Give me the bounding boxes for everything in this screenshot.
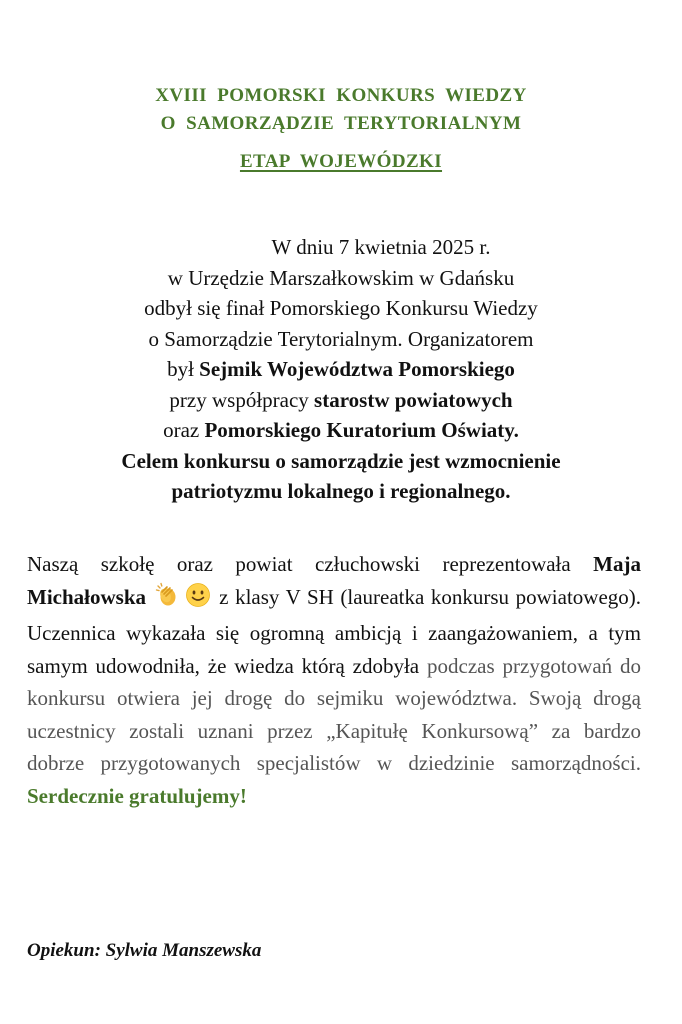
congratulations-text: Serdecznie gratulujemy! — [27, 783, 247, 808]
partner-name: Pomorskiego Kuratorium Oświaty. — [204, 418, 519, 442]
intro-text: był — [167, 357, 200, 381]
intro-line: W dniu 7 kwietnia 2025 r. — [271, 235, 491, 259]
signature: Opiekun: Sylwia Manszewska — [27, 940, 262, 961]
intro-text: przy współpracy — [169, 387, 315, 412]
clapping-hands-icon — [155, 582, 181, 618]
intro-line: odbył się finał Pomorskiego Konkursu Wiedzy — [144, 296, 538, 320]
intro-line — [0, 415, 682, 446]
organizer-name: Sejmik Województwa Pomorskiego — [199, 357, 515, 381]
title-line-1: XVIII POMORSKI KONKURS WIEDZY — [155, 85, 527, 106]
body-text: Naszą szkołę oraz powiat człuchowski reprezentowała — [27, 552, 571, 576]
body-text-gray: podczas przygotowań do konkursu otwiera jej drogę do sejmiku województwa. Swoją drogą uczestnicy zostali uznani przez „Kapitułę Konkursową” za bardzo dobrze przygotowanych specjalistów w dziedzinie samorządności. — [27, 653, 641, 775]
stage-subtitle: ETAP WOJEWÓDZKI — [239, 151, 443, 172]
intro-text: oraz — [163, 418, 205, 442]
intro-line — [0, 354, 682, 385]
header — [0, 82, 682, 176]
intro-line — [0, 385, 682, 416]
smiling-face-icon — [185, 582, 211, 618]
body-text: z klasy V SH (laureatka konkursu powiatowego). Uczennica wykazała się ogromną ambicją i zaangażowaniem, a tym samym udowodniła, że wiedza którą zdobyła — [27, 584, 642, 678]
partner-name: starostw powiatowych — [314, 387, 513, 412]
student-name: Maja Michałowska — [27, 552, 641, 609]
goal-line: Celem konkursu o samorządzie jest wzmocnienie — [121, 448, 561, 473]
body-paragraph — [27, 548, 641, 812]
goal-line: patriotyzmu lokalnego i regionalnego. — [171, 479, 511, 503]
intro-paragraph — [0, 232, 682, 507]
intro-line: o Samorządzie Terytorialnym. Organizatorem — [148, 326, 534, 351]
title-line-2: O SAMORZĄDZIE TERYTORIALNYM — [160, 113, 522, 134]
intro-line: w Urzędzie Marszałkowskim w Gdańsku — [167, 265, 515, 290]
